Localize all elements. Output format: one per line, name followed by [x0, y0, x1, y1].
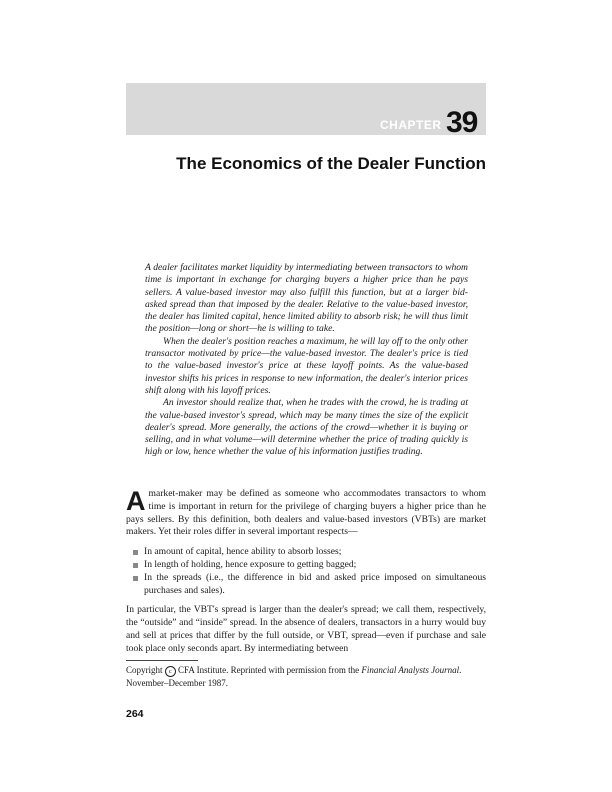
footnote-divider — [126, 660, 198, 661]
copyright-icon: c — [165, 666, 176, 677]
copyright-footnote — [126, 664, 486, 689]
chapter-title: The Economics of the Dealer Function — [176, 154, 486, 173]
body-continuation-paragraph: In particular, the VBT's spread is larger than the dealer's spread; we call them, respectively, the “outside” and “inside” spread. In the absence of dealers, transactors in a hurry would buy and sell at prices that differ by the full outside, or VBT, spread—even if purchase and sale took place only seconds apart. By intermediating between — [126, 604, 486, 654]
drop-cap: A — [126, 486, 146, 516]
list-item: In the spreads (i.e., the difference in bid and asked price imposed on simultaneous purchases and sales). — [144, 571, 486, 596]
chapter-abstract — [145, 262, 468, 459]
abstract-paragraph: A dealer facilitates market liquidity by intermediating between transactors to whom time is important in exchange for charging buyers a higher price than he pays sellers. A value-based investor may also fulfill this function, but at a larger bid-asked spread than that imposed by the dealer. Relative to the value-based investor, the dealer has limited capital, hence limited ability to absorb risk; he will thus limit the position—long or short—he is willing to take. — [145, 262, 468, 335]
chapter-label: CHAPTER — [380, 118, 442, 132]
list-item: In amount of capital, hence ability to absorb losses; — [144, 546, 486, 559]
body-intro-text: market-maker may be defined as someone who accommodates transactors to whom time is important in return for the privilege of charging buyers a higher price than he pays sellers. By this definition, both dealers and value-based investors (VBTs) are market makers. Yet their roles differ in several important respects— — [126, 488, 486, 538]
bullet-list — [126, 546, 486, 597]
body-text — [126, 488, 486, 656]
footnote-prefix: Copyright — [126, 665, 163, 675]
body-intro-paragraph — [126, 488, 486, 539]
abstract-paragraph: When the dealer's position reaches a maximum, he will lay off to the only other transactor motivated by price—the value-based investor. The dealer's price is tied to the value-based investor's price at these layoff points. As the value-based investor shifts his prices in response to new information, the dealer's interior prices shift along with his layoff prices. — [145, 335, 468, 396]
footnote-text: CFA Institute. Reprinted with permission from the — [178, 665, 360, 675]
list-item: In length of holding, hence exposure to getting bagged; — [144, 559, 486, 572]
page-number: 264 — [126, 708, 144, 720]
abstract-paragraph: An investor should realize that, when he trades with the crowd, he is trading at the value-based investor's spread, which may be many times the size of the explicit dealer's spread. More generally, the actions of the crowd—whether it is buying or selling, and in what volume—will determine whether the price of trading quickly is high or low, hence whether the value of his information justifies trading. — [145, 397, 468, 458]
chapter-number: 39 — [446, 106, 478, 139]
journal-name: Financial Analysts Journal — [361, 665, 460, 675]
footnote-date: . November–December 1987. — [126, 665, 462, 688]
